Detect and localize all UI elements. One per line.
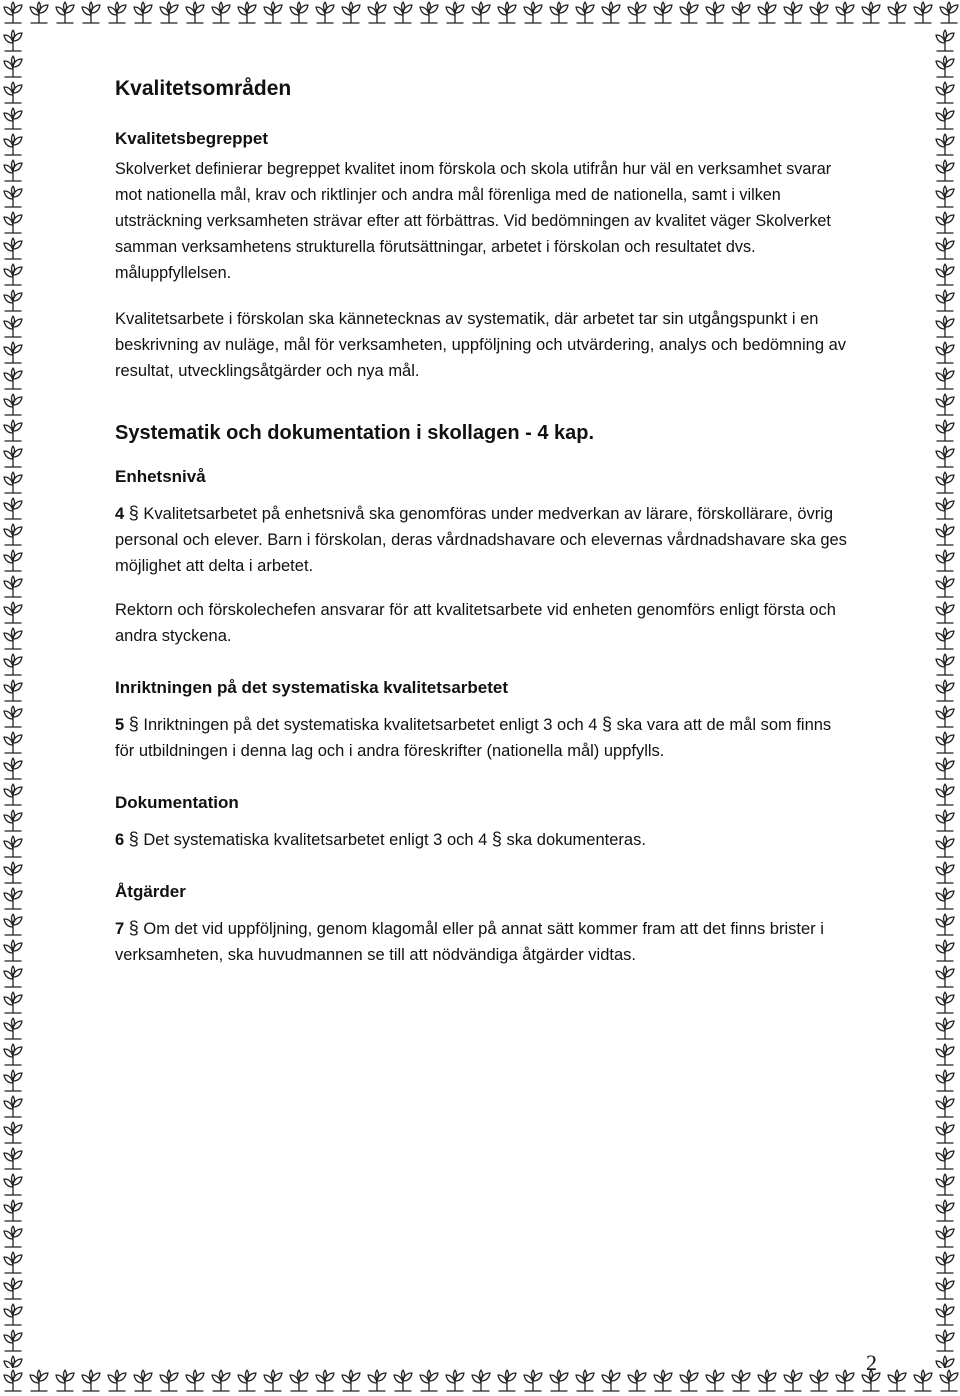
plant-outline-icon [0, 366, 26, 392]
plant-outline-icon [0, 236, 26, 262]
plant-outline-icon [932, 288, 958, 314]
plant-outline-icon [390, 0, 416, 26]
plant-outline-icon [932, 704, 958, 730]
section-sign: § [128, 503, 139, 523]
plant-outline-icon [0, 496, 26, 522]
plant-outline-icon [0, 730, 26, 756]
plant-outline-icon [0, 262, 26, 288]
plant-outline-icon [182, 0, 208, 26]
plant-outline-icon [156, 0, 182, 26]
plant-outline-icon [338, 0, 364, 26]
plant-outline-icon [780, 0, 806, 26]
law-paragraph-7 [115, 915, 855, 968]
section-sign: § [601, 714, 612, 734]
plant-outline-icon [0, 1354, 26, 1368]
plant-outline-icon [932, 28, 958, 54]
plant-outline-icon [932, 184, 958, 210]
plant-outline-icon [52, 0, 78, 26]
paragraph-number: 5 [115, 716, 125, 734]
plant-outline-icon [416, 1368, 442, 1394]
plant-outline-icon [932, 1302, 958, 1328]
plant-outline-icon [932, 600, 958, 626]
plant-outline-icon [624, 1368, 650, 1394]
plant-outline-icon [676, 0, 702, 26]
plant-outline-icon [0, 652, 26, 678]
plant-outline-icon [650, 0, 676, 26]
plant-outline-icon [932, 496, 958, 522]
law-paragraph-6 [115, 826, 855, 853]
plant-outline-icon [806, 1368, 832, 1394]
plant-outline-icon [0, 444, 26, 470]
document-page [115, 74, 855, 986]
plant-outline-icon [932, 340, 958, 366]
plant-outline-icon [0, 1042, 26, 1068]
section-sign: § [491, 829, 502, 849]
plant-outline-icon [932, 392, 958, 418]
plant-outline-icon [26, 0, 52, 26]
plant-outline-icon [932, 1328, 958, 1354]
subheading-inriktning: Inriktningen på det systematiska kvalitetsarbetet [115, 678, 509, 697]
plant-outline-icon [364, 0, 390, 26]
plant-outline-icon [130, 1368, 156, 1394]
plant-outline-icon [932, 652, 958, 678]
plant-outline-icon [208, 1368, 234, 1394]
plant-outline-icon [0, 470, 26, 496]
plant-outline-icon [0, 548, 26, 574]
plant-outline-icon [0, 600, 26, 626]
law-paragraph-4-continued: Rektorn och förskolechefen ansvarar för att kvalitetsarbete vid enheten genomförs enligt första och andra styckena. [115, 601, 836, 645]
plant-outline-icon [932, 756, 958, 782]
plant-outline-icon [910, 1368, 936, 1394]
plant-outline-icon [932, 80, 958, 106]
plant-outline-icon [932, 210, 958, 236]
plant-outline-icon [0, 1120, 26, 1146]
plant-outline-icon [780, 1368, 806, 1394]
plant-outline-icon [754, 1368, 780, 1394]
plant-outline-icon [932, 470, 958, 496]
plant-outline-icon [390, 1368, 416, 1394]
page-border-top [0, 0, 960, 28]
page-border-left [0, 28, 28, 1368]
plant-outline-icon [932, 444, 958, 470]
plant-outline-icon [932, 314, 958, 340]
plant-outline-icon [932, 990, 958, 1016]
section-heading-skollagen: Systematik och dokumentation i skollagen - 4 kap. [115, 422, 595, 444]
plant-outline-icon [0, 392, 26, 418]
plant-outline-icon [546, 1368, 572, 1394]
plant-outline-icon [932, 730, 958, 756]
plant-outline-icon [932, 1094, 958, 1120]
plant-outline-icon [932, 782, 958, 808]
subheading-enhetsniva: Enhetsnivå [115, 467, 206, 486]
plant-outline-icon [520, 1368, 546, 1394]
plant-outline-icon [0, 28, 26, 54]
plant-outline-icon [0, 158, 26, 184]
plant-outline-icon [650, 1368, 676, 1394]
plant-outline-icon [312, 0, 338, 26]
plant-outline-icon [520, 0, 546, 26]
plant-outline-icon [0, 1368, 26, 1394]
plant-outline-icon [52, 1368, 78, 1394]
plant-outline-icon [754, 0, 780, 26]
plant-outline-icon [932, 834, 958, 860]
plant-outline-icon [0, 522, 26, 548]
plant-outline-icon [0, 1146, 26, 1172]
plant-outline-icon [676, 1368, 702, 1394]
plant-outline-icon [208, 0, 234, 26]
plant-outline-icon [442, 0, 468, 26]
plant-outline-icon [728, 0, 754, 26]
plant-outline-icon [364, 1368, 390, 1394]
plant-outline-icon [932, 548, 958, 574]
plant-outline-icon [936, 0, 960, 26]
plant-outline-icon [494, 1368, 520, 1394]
plant-outline-icon [884, 0, 910, 26]
plant-outline-icon [0, 0, 26, 26]
plant-outline-icon [910, 0, 936, 26]
plant-outline-icon [0, 886, 26, 912]
plant-outline-icon [0, 834, 26, 860]
page-border-right [932, 28, 960, 1368]
plant-outline-icon [932, 1068, 958, 1094]
plant-outline-icon [338, 1368, 364, 1394]
plant-outline-icon [884, 1368, 910, 1394]
plant-outline-icon [0, 418, 26, 444]
plant-outline-icon [0, 1198, 26, 1224]
plant-outline-icon [932, 1172, 958, 1198]
plant-outline-icon [932, 366, 958, 392]
plant-outline-icon [0, 860, 26, 886]
plant-outline-icon [0, 132, 26, 158]
plant-outline-icon [932, 808, 958, 834]
page-border-bottom [0, 1368, 960, 1396]
plant-outline-icon [932, 1146, 958, 1172]
plant-outline-icon [932, 54, 958, 80]
plant-outline-icon [0, 314, 26, 340]
plant-outline-icon [932, 522, 958, 548]
plant-outline-icon [932, 964, 958, 990]
section-sign: § [128, 714, 139, 734]
paragraph: Kvalitetsarbete i förskolan ska kännetecknas av systematik, där arbetet tar sin utgångspunkt i en beskrivning av nuläge, mål för verksamheten, uppföljning och utvärdering, analys och bedömning av resultat, utvecklingsåtgärder och nya mål. [115, 310, 847, 380]
plant-outline-icon [598, 1368, 624, 1394]
plant-outline-icon [0, 756, 26, 782]
paragraph-text: Skolverket definierar begreppet kvalitet inom förskola och skola utifrån hur väl en verksamhet svarar mot nationella mål, krav och riktlinjer och andra mål förenliga med de nationella, samt i vilken utsträckning verksamheten strävar efter att förbättras. [115, 160, 832, 230]
plant-outline-icon [312, 1368, 338, 1394]
law-text: Inriktningen på det systematiska kvalitetsarbetet enligt 3 och 4 [143, 716, 598, 734]
plant-outline-icon [0, 782, 26, 808]
plant-outline-icon [932, 1016, 958, 1042]
subheading-atgarder: Åtgärder [115, 882, 186, 901]
plant-outline-icon [932, 418, 958, 444]
plant-outline-icon [932, 1250, 958, 1276]
plant-outline-icon [0, 54, 26, 80]
plant-outline-icon [0, 1328, 26, 1354]
plant-outline-icon [932, 912, 958, 938]
plant-outline-icon [572, 1368, 598, 1394]
plant-outline-icon [104, 1368, 130, 1394]
plant-outline-icon [0, 1276, 26, 1302]
plant-outline-icon [0, 1224, 26, 1250]
plant-outline-icon [932, 106, 958, 132]
paragraph-text: Vid bedömningen av kvalitet väger Skolverket samman verksamhetens strukturella förutsättningar, arbetet i förskolan och resultatet dvs. måluppfyllelsen. [115, 212, 831, 282]
plant-outline-icon [932, 860, 958, 886]
plant-outline-icon [468, 1368, 494, 1394]
plant-outline-icon [932, 1120, 958, 1146]
plant-outline-icon [78, 0, 104, 26]
plant-outline-icon [0, 1094, 26, 1120]
plant-outline-icon [0, 1302, 26, 1328]
plant-outline-icon [78, 1368, 104, 1394]
plant-outline-icon [0, 1016, 26, 1042]
plant-outline-icon [260, 1368, 286, 1394]
law-text: ska dokumenteras. [506, 831, 646, 849]
plant-outline-icon [932, 886, 958, 912]
plant-outline-icon [858, 0, 884, 26]
law-text: ska vara att de mål som finns för utbildningen i denna lag och i andra föreskrifter (nationella mål) uppfylls. [115, 716, 832, 760]
plant-outline-icon [624, 0, 650, 26]
plant-outline-icon [156, 1368, 182, 1394]
plant-outline-icon [932, 1276, 958, 1302]
law-text: Det systematiska kvalitetsarbetet enligt 3 och 4 [143, 831, 488, 849]
plant-outline-icon [0, 1068, 26, 1094]
paragraph-number: 7 [115, 920, 125, 938]
section-sign: § [128, 829, 139, 849]
plant-outline-icon [936, 1368, 960, 1394]
plant-outline-icon [0, 678, 26, 704]
plant-outline-icon [0, 574, 26, 600]
plant-outline-icon [0, 106, 26, 132]
plant-outline-icon [932, 574, 958, 600]
plant-outline-icon [572, 0, 598, 26]
plant-outline-icon [932, 1224, 958, 1250]
section-heading-kvalitetsbegreppet: Kvalitetsbegreppet [115, 129, 269, 148]
plant-outline-icon [0, 938, 26, 964]
plant-outline-icon [932, 1354, 958, 1368]
plant-outline-icon [832, 1368, 858, 1394]
plant-outline-icon [0, 210, 26, 236]
plant-outline-icon [932, 236, 958, 262]
plant-outline-icon [0, 288, 26, 314]
plant-outline-icon [286, 1368, 312, 1394]
page-number: 2 [866, 1350, 877, 1375]
plant-outline-icon [0, 184, 26, 210]
plant-outline-icon [932, 1042, 958, 1068]
plant-outline-icon [442, 1368, 468, 1394]
plant-outline-icon [0, 912, 26, 938]
plant-outline-icon [0, 990, 26, 1016]
plant-outline-icon [932, 1198, 958, 1224]
law-paragraph-4 [115, 500, 855, 579]
plant-outline-icon [234, 1368, 260, 1394]
plant-outline-icon [0, 704, 26, 730]
plant-outline-icon [932, 678, 958, 704]
law-paragraph-5 [115, 711, 855, 764]
plant-outline-icon [0, 340, 26, 366]
plant-outline-icon [806, 0, 832, 26]
plant-outline-icon [0, 1250, 26, 1276]
plant-outline-icon [104, 0, 130, 26]
plant-outline-icon [546, 0, 572, 26]
plant-outline-icon [0, 80, 26, 106]
plant-outline-icon [0, 1172, 26, 1198]
section-sign: § [128, 918, 139, 938]
plant-outline-icon [932, 626, 958, 652]
plant-outline-icon [234, 0, 260, 26]
paragraph [115, 156, 855, 286]
plant-outline-icon [494, 0, 520, 26]
plant-outline-icon [598, 0, 624, 26]
law-text: Kvalitetsarbetet på enhetsnivå ska genomföras under medverkan av lärare, förskollärare, övrig personal och elever. Barn i förskolan, deras vårdnadshavare och elevernas vårdnadshavare ska ges möjlighet att delta i arbetet. [115, 505, 847, 575]
law-text: Om det vid uppföljning, genom klagomål eller på annat sätt kommer fram att det finns brister i verksamheten, ska huvudmannen se till att nödvändiga åtgärder vidtas. [115, 920, 824, 964]
subheading-dokumentation: Dokumentation [115, 793, 239, 812]
plant-outline-icon [932, 132, 958, 158]
plant-outline-icon [702, 1368, 728, 1394]
paragraph-number: 4 [115, 505, 125, 523]
plant-outline-icon [26, 1368, 52, 1394]
plant-outline-icon [286, 0, 312, 26]
plant-outline-icon [260, 0, 286, 26]
plant-outline-icon [468, 0, 494, 26]
plant-outline-icon [182, 1368, 208, 1394]
plant-outline-icon [932, 262, 958, 288]
page-title: Kvalitetsområden [115, 77, 292, 100]
plant-outline-icon [416, 0, 442, 26]
plant-outline-icon [0, 626, 26, 652]
plant-outline-icon [0, 808, 26, 834]
plant-outline-icon [130, 0, 156, 26]
plant-outline-icon [728, 1368, 754, 1394]
plant-outline-icon [0, 964, 26, 990]
plant-outline-icon [932, 158, 958, 184]
plant-outline-icon [932, 938, 958, 964]
plant-outline-icon [832, 0, 858, 26]
paragraph-number: 6 [115, 831, 125, 849]
plant-outline-icon [702, 0, 728, 26]
